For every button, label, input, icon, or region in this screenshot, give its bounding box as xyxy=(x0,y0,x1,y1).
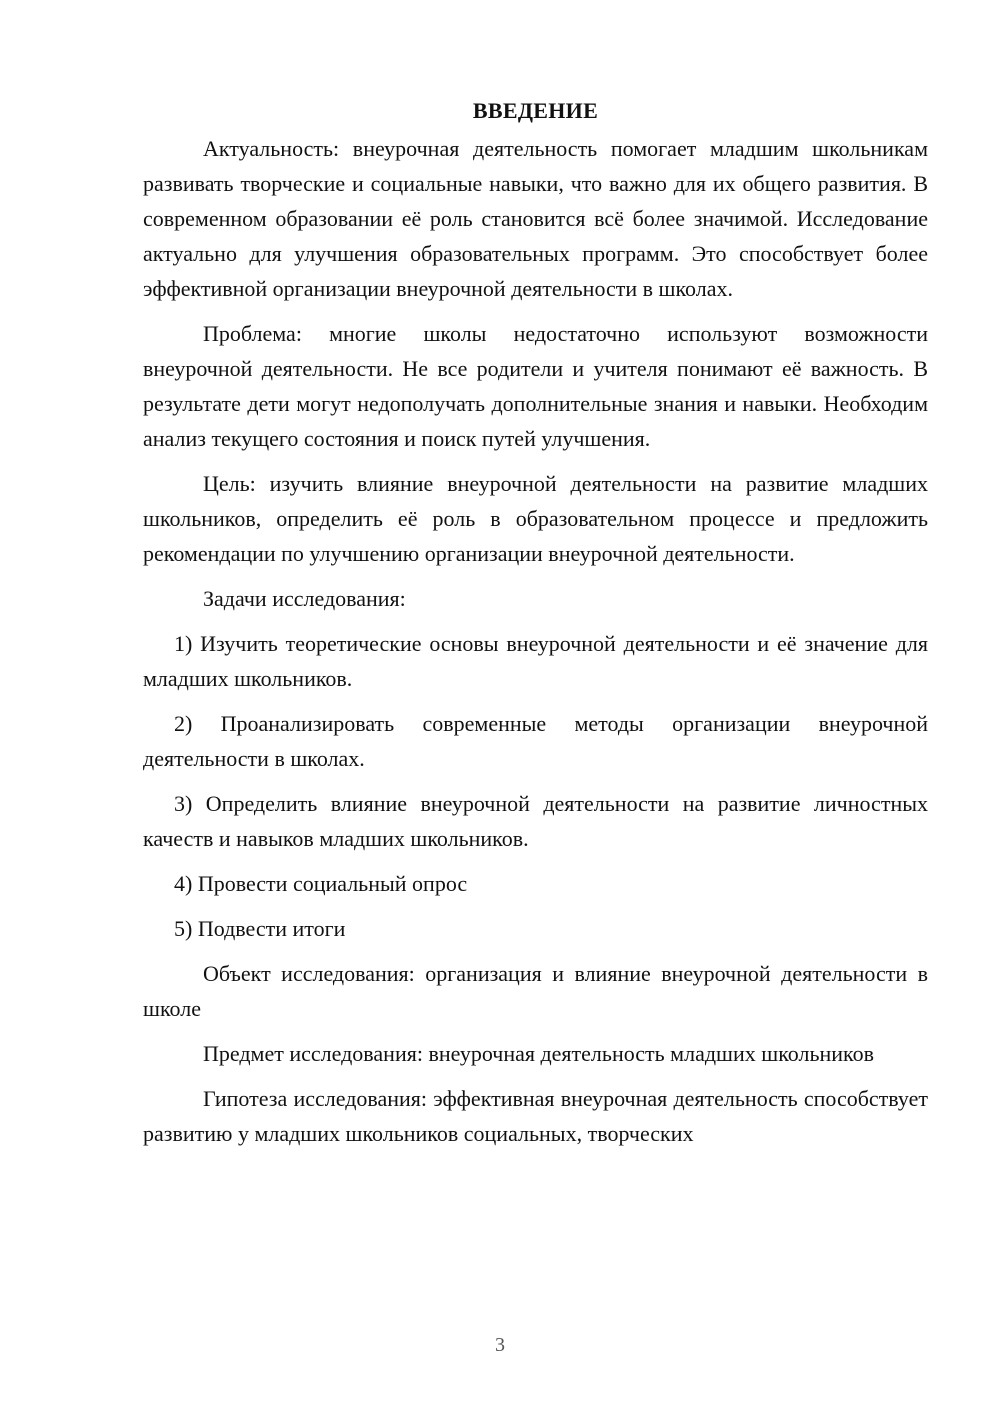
page-number: 3 xyxy=(495,1334,505,1356)
page-content xyxy=(143,97,928,1151)
subject-paragraph: Предмет исследования: внеурочная деятельность младших школьников xyxy=(203,1041,874,1066)
section-heading: ВВЕДЕНИЕ xyxy=(472,98,599,123)
task-item-1: 1) Изучить теоретические основы внеурочной деятельности и её значение для младших школьников. xyxy=(143,631,928,691)
task-item-5: 5) Подвести итоги xyxy=(174,916,346,941)
task-item-3: 3) Определить влияние внеурочной деятельности на развитие личностных качеств и навыков младших школьников. xyxy=(143,791,928,851)
tasks-title: Задачи исследования: xyxy=(203,586,406,611)
problem-paragraph: Проблема: многие школы недостаточно используют возможности внеурочной деятельности. Не все родители и учителя понимают её важность. В результате дети могут недополучать дополнительные знания и навыки. Необходим анализ текущего состояния и поиск путей улучшения. xyxy=(143,321,928,451)
task-item-4: 4) Провести социальный опрос xyxy=(174,871,468,896)
task-item-2: 2) Проанализировать современные методы организации внеурочной деятельности в школах. xyxy=(143,711,928,771)
object-paragraph: Объект исследования: организация и влияние внеурочной деятельности в школе xyxy=(143,961,928,1021)
goal-paragraph: Цель: изучить влияние внеурочной деятельности на развитие младших школьников, определить её роль в образовательном процессе и предложить рекомендации по улучшению организации внеурочной деятельности. xyxy=(143,471,928,566)
hypothesis-paragraph: Гипотеза исследования: эффективная внеурочная деятельность способствует развитию у младших школьников социальных, творческих xyxy=(143,1086,928,1146)
relevance-paragraph: Актуальность: внеурочная деятельность помогает младшим школьникам развивать творческие и социальные навыки, что важно для их общего развития. В современном образовании её роль становится всё более значимой. Исследование актуально для улучшения образовательных программ. Это способствует более эффективной организации внеурочной деятельности в школах. xyxy=(143,136,928,301)
